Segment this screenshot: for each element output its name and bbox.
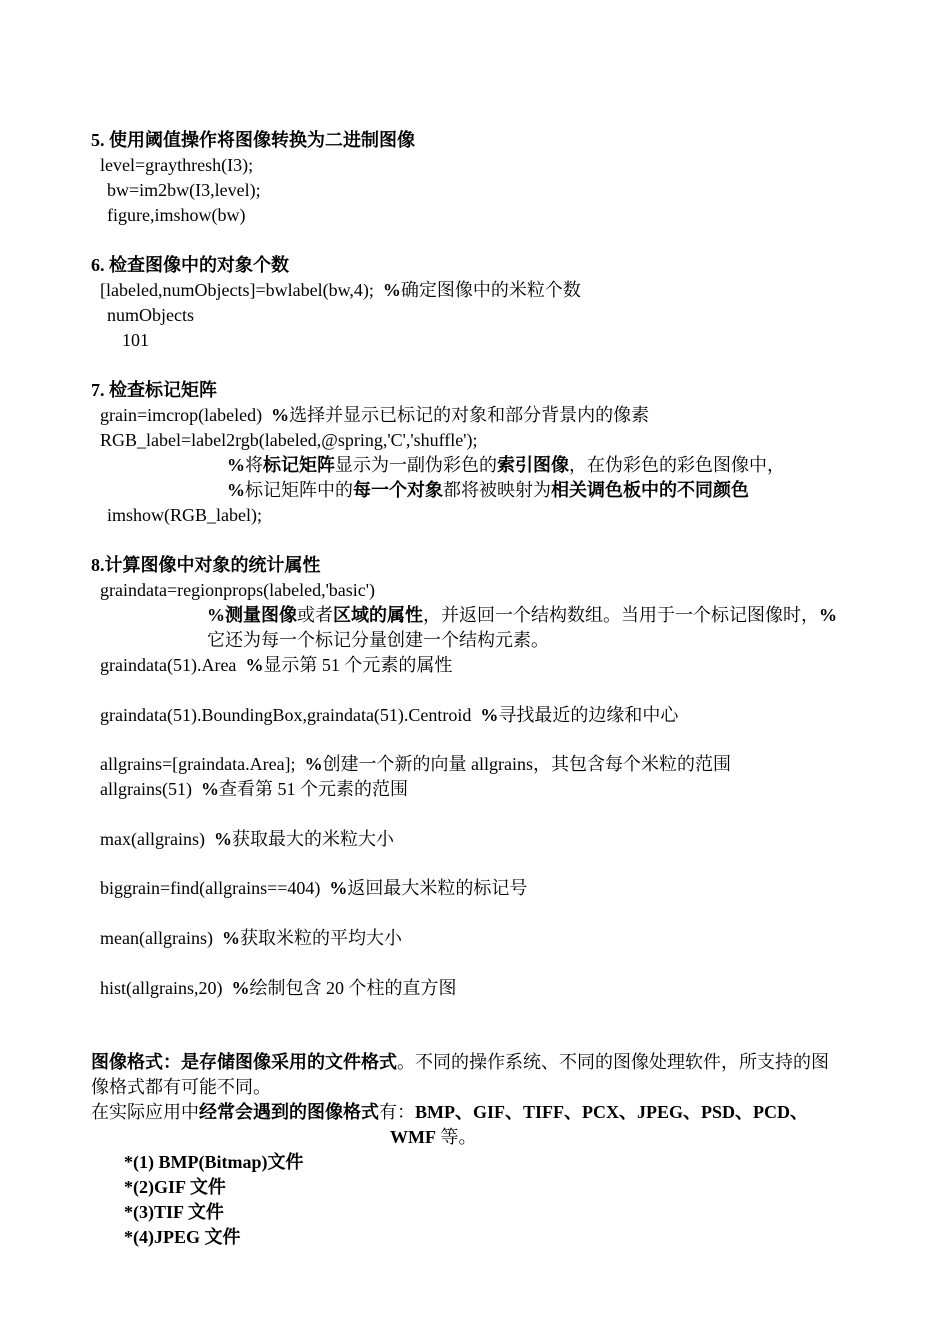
comment-emphasis: 区域的属性 — [333, 605, 423, 625]
format-item-gif: *(2)GIF 文件 — [124, 1177, 226, 1197]
comment-marker: % — [480, 705, 499, 725]
comment-line-colormap — [227, 478, 749, 503]
code-text: [labeled,numObjects]=bwlabel(bw,4); — [100, 280, 383, 300]
code-text: biggrain=find(allgrains==404) — [100, 878, 330, 898]
formats-list-intro — [91, 1100, 808, 1125]
code-line-allgrains-51 — [100, 777, 408, 802]
output-value: 101 — [122, 330, 149, 350]
comment-line-structure: 它还为每一个标记分量创建一个结构元素。 — [207, 630, 549, 650]
code-text: allgrains(51) — [100, 779, 201, 799]
formats-intro-text: 在实际应用中 — [91, 1102, 199, 1122]
code-line-regionprops: graindata=regionprops(labeled,'basic') — [100, 580, 376, 600]
code-line-allgrains — [100, 752, 731, 777]
comment-text: 寻找最近的边缘和中心 — [498, 705, 679, 725]
code-line-imshow-bw: figure,imshow(bw) — [107, 205, 246, 225]
formats-intro-text: 等。 — [435, 1127, 477, 1147]
comment-text: 将 — [245, 455, 263, 475]
comment-text: 绘制包含 20 个柱的直方图 — [249, 978, 457, 998]
comment-marker: % — [382, 280, 401, 300]
comment-line-regionprops — [207, 603, 837, 628]
comment-marker: % — [213, 829, 232, 849]
code-text: max(allgrains) — [100, 829, 214, 849]
formats-description: 。不同的操作系统、不同的图像处理软件，所支持的图 — [397, 1052, 829, 1072]
formats-intro-emphasis: 经常会遇到的图像格式 — [199, 1102, 379, 1122]
comment-text: 获取米粒的平均大小 — [239, 928, 402, 948]
section-5-heading: 5. 使用阈值操作将图像转换为二进制图像 — [91, 130, 415, 150]
comment-text: 返回最大米粒的标记号 — [347, 878, 528, 898]
comment-text: 获取最大的米粒大小 — [231, 829, 394, 849]
code-line-imshow-rgb: imshow(RGB_label); — [107, 505, 262, 525]
code-line-max — [100, 827, 394, 852]
comment-text: 都将被映射为 — [443, 480, 551, 500]
code-line-boundingbox — [100, 703, 678, 728]
formats-paragraph-line-1 — [91, 1050, 829, 1075]
comment-marker: % — [227, 455, 245, 475]
formats-list-intro-cont — [390, 1125, 476, 1150]
comment-text: 选择并显示已标记的对象和部分背景内的像素 — [289, 405, 650, 425]
comment-emphasis: 测量图像 — [225, 605, 297, 625]
section-7-heading: 7. 检查标记矩阵 — [91, 380, 217, 400]
comment-emphasis: 相关调色板中的不同颜色 — [551, 480, 749, 500]
comment-marker: % — [221, 928, 240, 948]
comment-text: ，在伪彩色的彩色图像中， — [569, 455, 785, 475]
code-line-imcrop — [100, 403, 649, 428]
code-line-hist — [100, 976, 456, 1001]
formats-definition: 图像格式：是存储图像采用的文件格式 — [91, 1052, 397, 1072]
formats-names: WMF — [390, 1127, 436, 1147]
comment-emphasis: 标记矩阵 — [263, 455, 335, 475]
format-item-tif: *(3)TIF 文件 — [124, 1202, 224, 1222]
comment-text: 标记矩阵中的 — [245, 480, 353, 500]
comment-text: 显示为一副伪彩色的 — [335, 455, 497, 475]
comment-marker: % — [231, 978, 250, 998]
comment-text: 确定图像中的米粒个数 — [400, 280, 581, 300]
formats-paragraph-line-2: 像格式都有可能不同。 — [91, 1077, 271, 1097]
code-line-label2rgb: RGB_label=label2rgb(labeled,@spring,'C','shuffle'); — [100, 430, 478, 450]
comment-text: 创建一个新的向量 allgrains，其包含每个米粒的范围 — [322, 754, 732, 774]
code-text: graindata(51).Area — [100, 655, 246, 675]
code-line-area — [100, 653, 452, 678]
comment-text: 查看第 51 个元素的范围 — [218, 779, 408, 799]
code-line-bwlabel — [100, 278, 581, 303]
comment-text: 显示第 51 个元素的属性 — [263, 655, 453, 675]
comment-marker: % — [207, 605, 225, 625]
comment-line-label-matrix — [227, 453, 785, 478]
format-item-bmp: *(1) BMP(Bitmap)文件 — [124, 1152, 304, 1172]
code-text: allgrains=[graindata.Area]; — [100, 754, 305, 774]
code-line-im2bw: bw=im2bw(I3,level); — [107, 180, 261, 200]
section-8-heading: 8.计算图像中对象的统计属性 — [91, 555, 321, 575]
code-line-find — [100, 876, 527, 901]
code-line-graythresh: level=graythresh(I3); — [100, 155, 254, 175]
comment-emphasis: 索引图像 — [497, 455, 569, 475]
comment-marker: % — [329, 878, 348, 898]
comment-marker: % — [200, 779, 219, 799]
comment-text: 或者 — [297, 605, 333, 625]
code-text: graindata(51).BoundingBox,graindata(51).Centroid — [100, 705, 481, 725]
section-6-heading: 6. 检查图像中的对象个数 — [91, 255, 289, 275]
format-item-jpeg: *(4)JPEG 文件 — [124, 1227, 241, 1247]
comment-marker: % — [304, 754, 323, 774]
formats-intro-text: 有： — [379, 1102, 415, 1122]
code-text: mean(allgrains) — [100, 928, 222, 948]
comment-marker: % — [819, 605, 837, 625]
comment-emphasis: 每一个对象 — [353, 480, 443, 500]
comment-marker: % — [227, 480, 245, 500]
code-text: grain=imcrop(labeled) — [100, 405, 272, 425]
comment-marker: % — [271, 405, 290, 425]
comment-marker: % — [245, 655, 264, 675]
code-line-mean — [100, 926, 402, 951]
formats-names: BMP、GIF、TIFF、PCX、JPEG、PSD、PCD、 — [415, 1102, 808, 1122]
code-line-numobjects: numObjects — [107, 305, 194, 325]
comment-text: ，并返回一个结构数组。当用于一个标记图像时， — [423, 605, 819, 625]
code-text: hist(allgrains,20) — [100, 978, 232, 998]
